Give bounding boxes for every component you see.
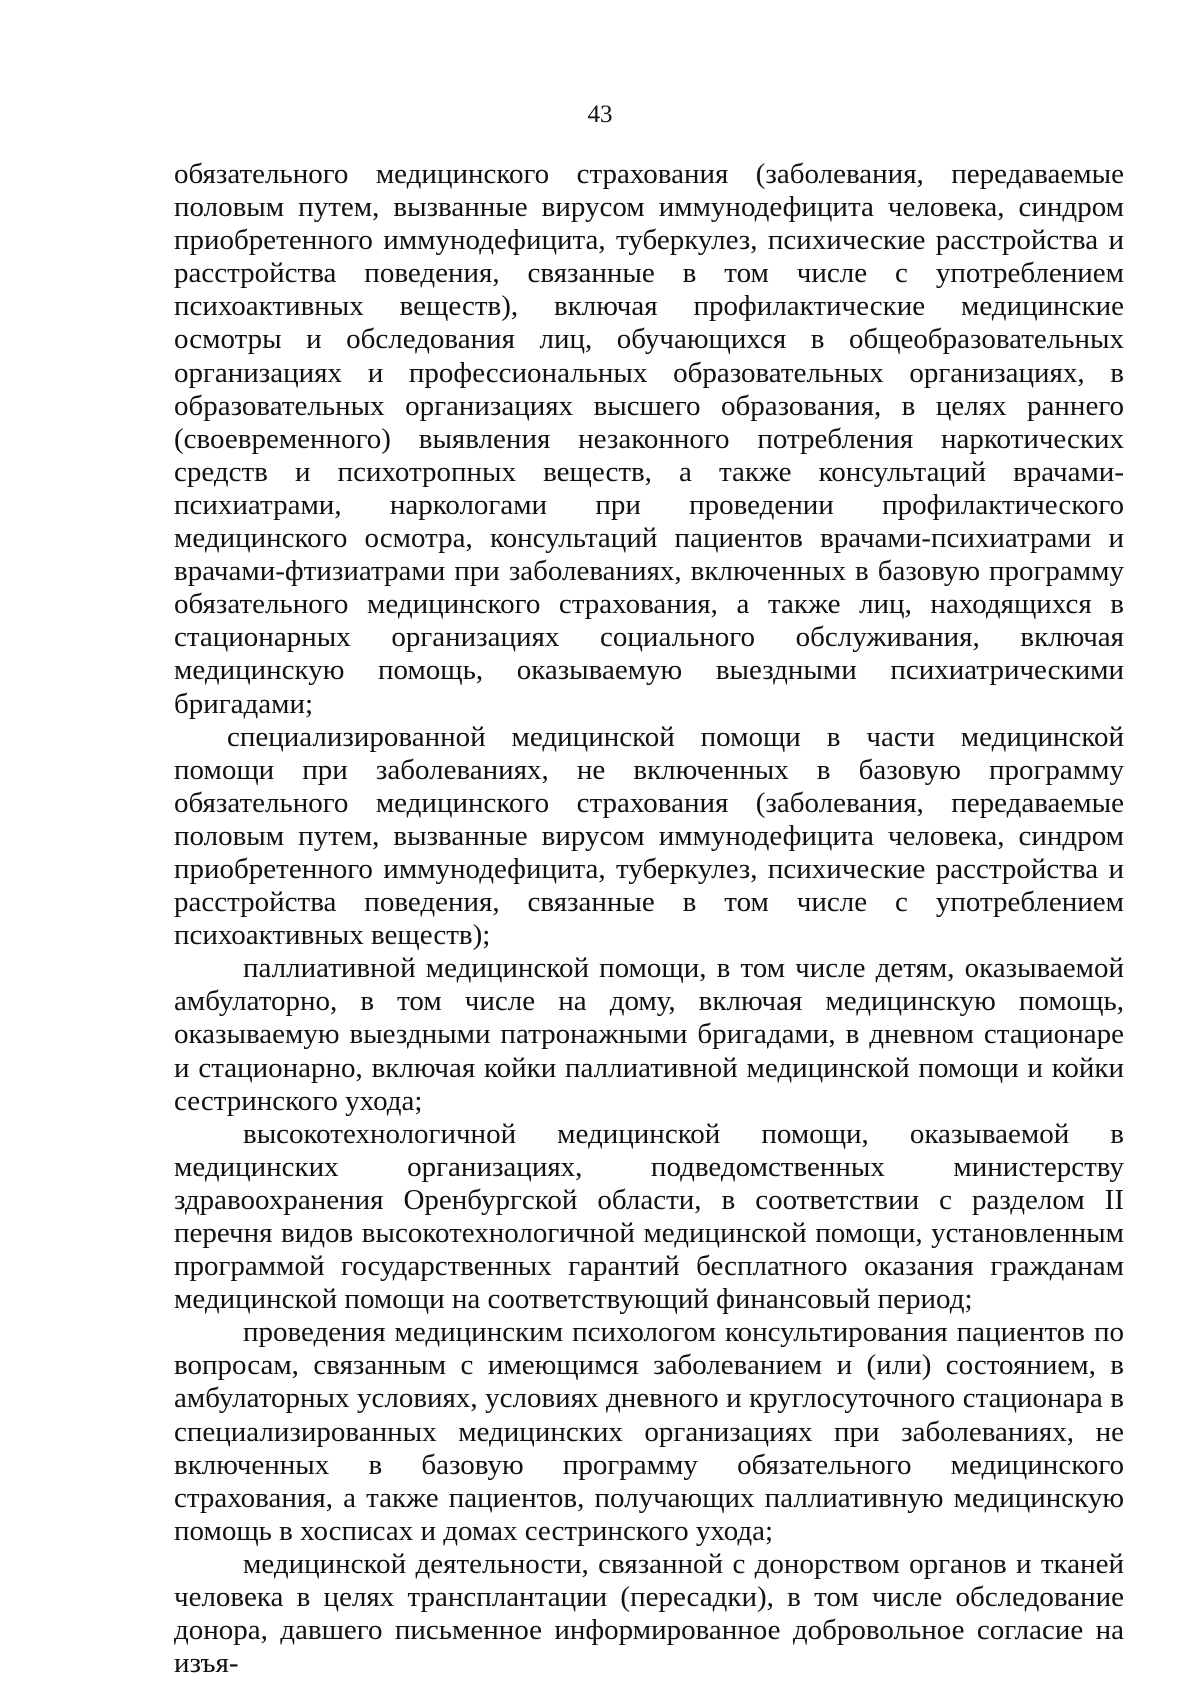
paragraph-palliative-care: паллиативной медицинской помощи, в том числе детям, оказываемой амбулаторно, в том числе на дому, включая медицинскую помощь, оказываемую выездными патронажными бригадами, в дневном стационаре и стационарно, включая койки паллиативной медицинской помощи и койки сестринского ухода; <box>174 952 1124 1117</box>
paragraph-specialized-care: специализированной медицинской помощи в части медицинской помощи при заболеваниях, не включенных в базовую программу обязательного медицинского страхования (заболевания, передаваемые половым путем, вызванные вирусом иммунодефицита человека, синдром приобретенного иммунодефицита, туберкулез, психические расстройства и расстройства поведения, связанные в том числе с употреблением психоактивных веществ); <box>174 720 1124 952</box>
body-text <box>174 158 1124 1680</box>
paragraph-psychologist-consulting: проведения медицинским психологом консультирования пациентов по вопросам, связанным с имеющимся заболеванием и (или) состоянием, в амбулаторных условиях, условиях дневного и круглосуточного стационара в специализированных медицинских организациях при заболеваниях, не включенных в базовую программу обязательного медицинского страхования, а также пациентов, получающих паллиативную медицинскую помощь в хосписах и домах сестринского ухода; <box>174 1316 1124 1547</box>
paragraph-high-tech-care: высокотехнологичной медицинской помощи, оказываемой в медицинских организациях, подведомственных министерству здравоохранения Оренбургской области, в соответствии с разделом II перечня видов высокотехнологичной медицинской помощи, установленным программой государственных гарантий бесплатного оказания гражданам медицинской помощи на соответствующий финансовый период; <box>174 1117 1124 1316</box>
paragraph-continuation: обязательного медицинского страхования (заболевания, передаваемые половым путем, вызванные вирусом иммунодефицита человека, синдром приобретенного иммунодефицита, туберкулез, психические расстройства и расстройства поведения, связанные в том числе с употреблением психоактивных веществ), включая профилактические медицинские осмотры и обследования лиц, обучающихся в общеобразовательных организациях и профессиональных образовательных организациях, в образовательных организациях высшего образования, в целях раннего (своевременного) выявления незаконного потребления наркотических средств и психотропных веществ, а также консультаций врачами-психиатрами, наркологами при проведении профилактического медицинского осмотра, консультаций пациентов врачами-психиатрами и врачами-фтизиатрами при заболеваниях, включенных в базовую программу обязательного медицинского страхования, а также лиц, находящихся в стационарных организациях социального обслуживания, включая медицинскую помощь, оказываемую выездными психиатрическими бригадами; <box>174 158 1124 720</box>
paragraph-organ-donation: медицинской деятельности, связанной с донорством органов и тканей человека в целях трансплантации (пересадки), в том числе обследование донора, давшего письменное информированное добровольное согласие на изъя- <box>174 1547 1124 1680</box>
page-number: 43 <box>587 101 613 128</box>
